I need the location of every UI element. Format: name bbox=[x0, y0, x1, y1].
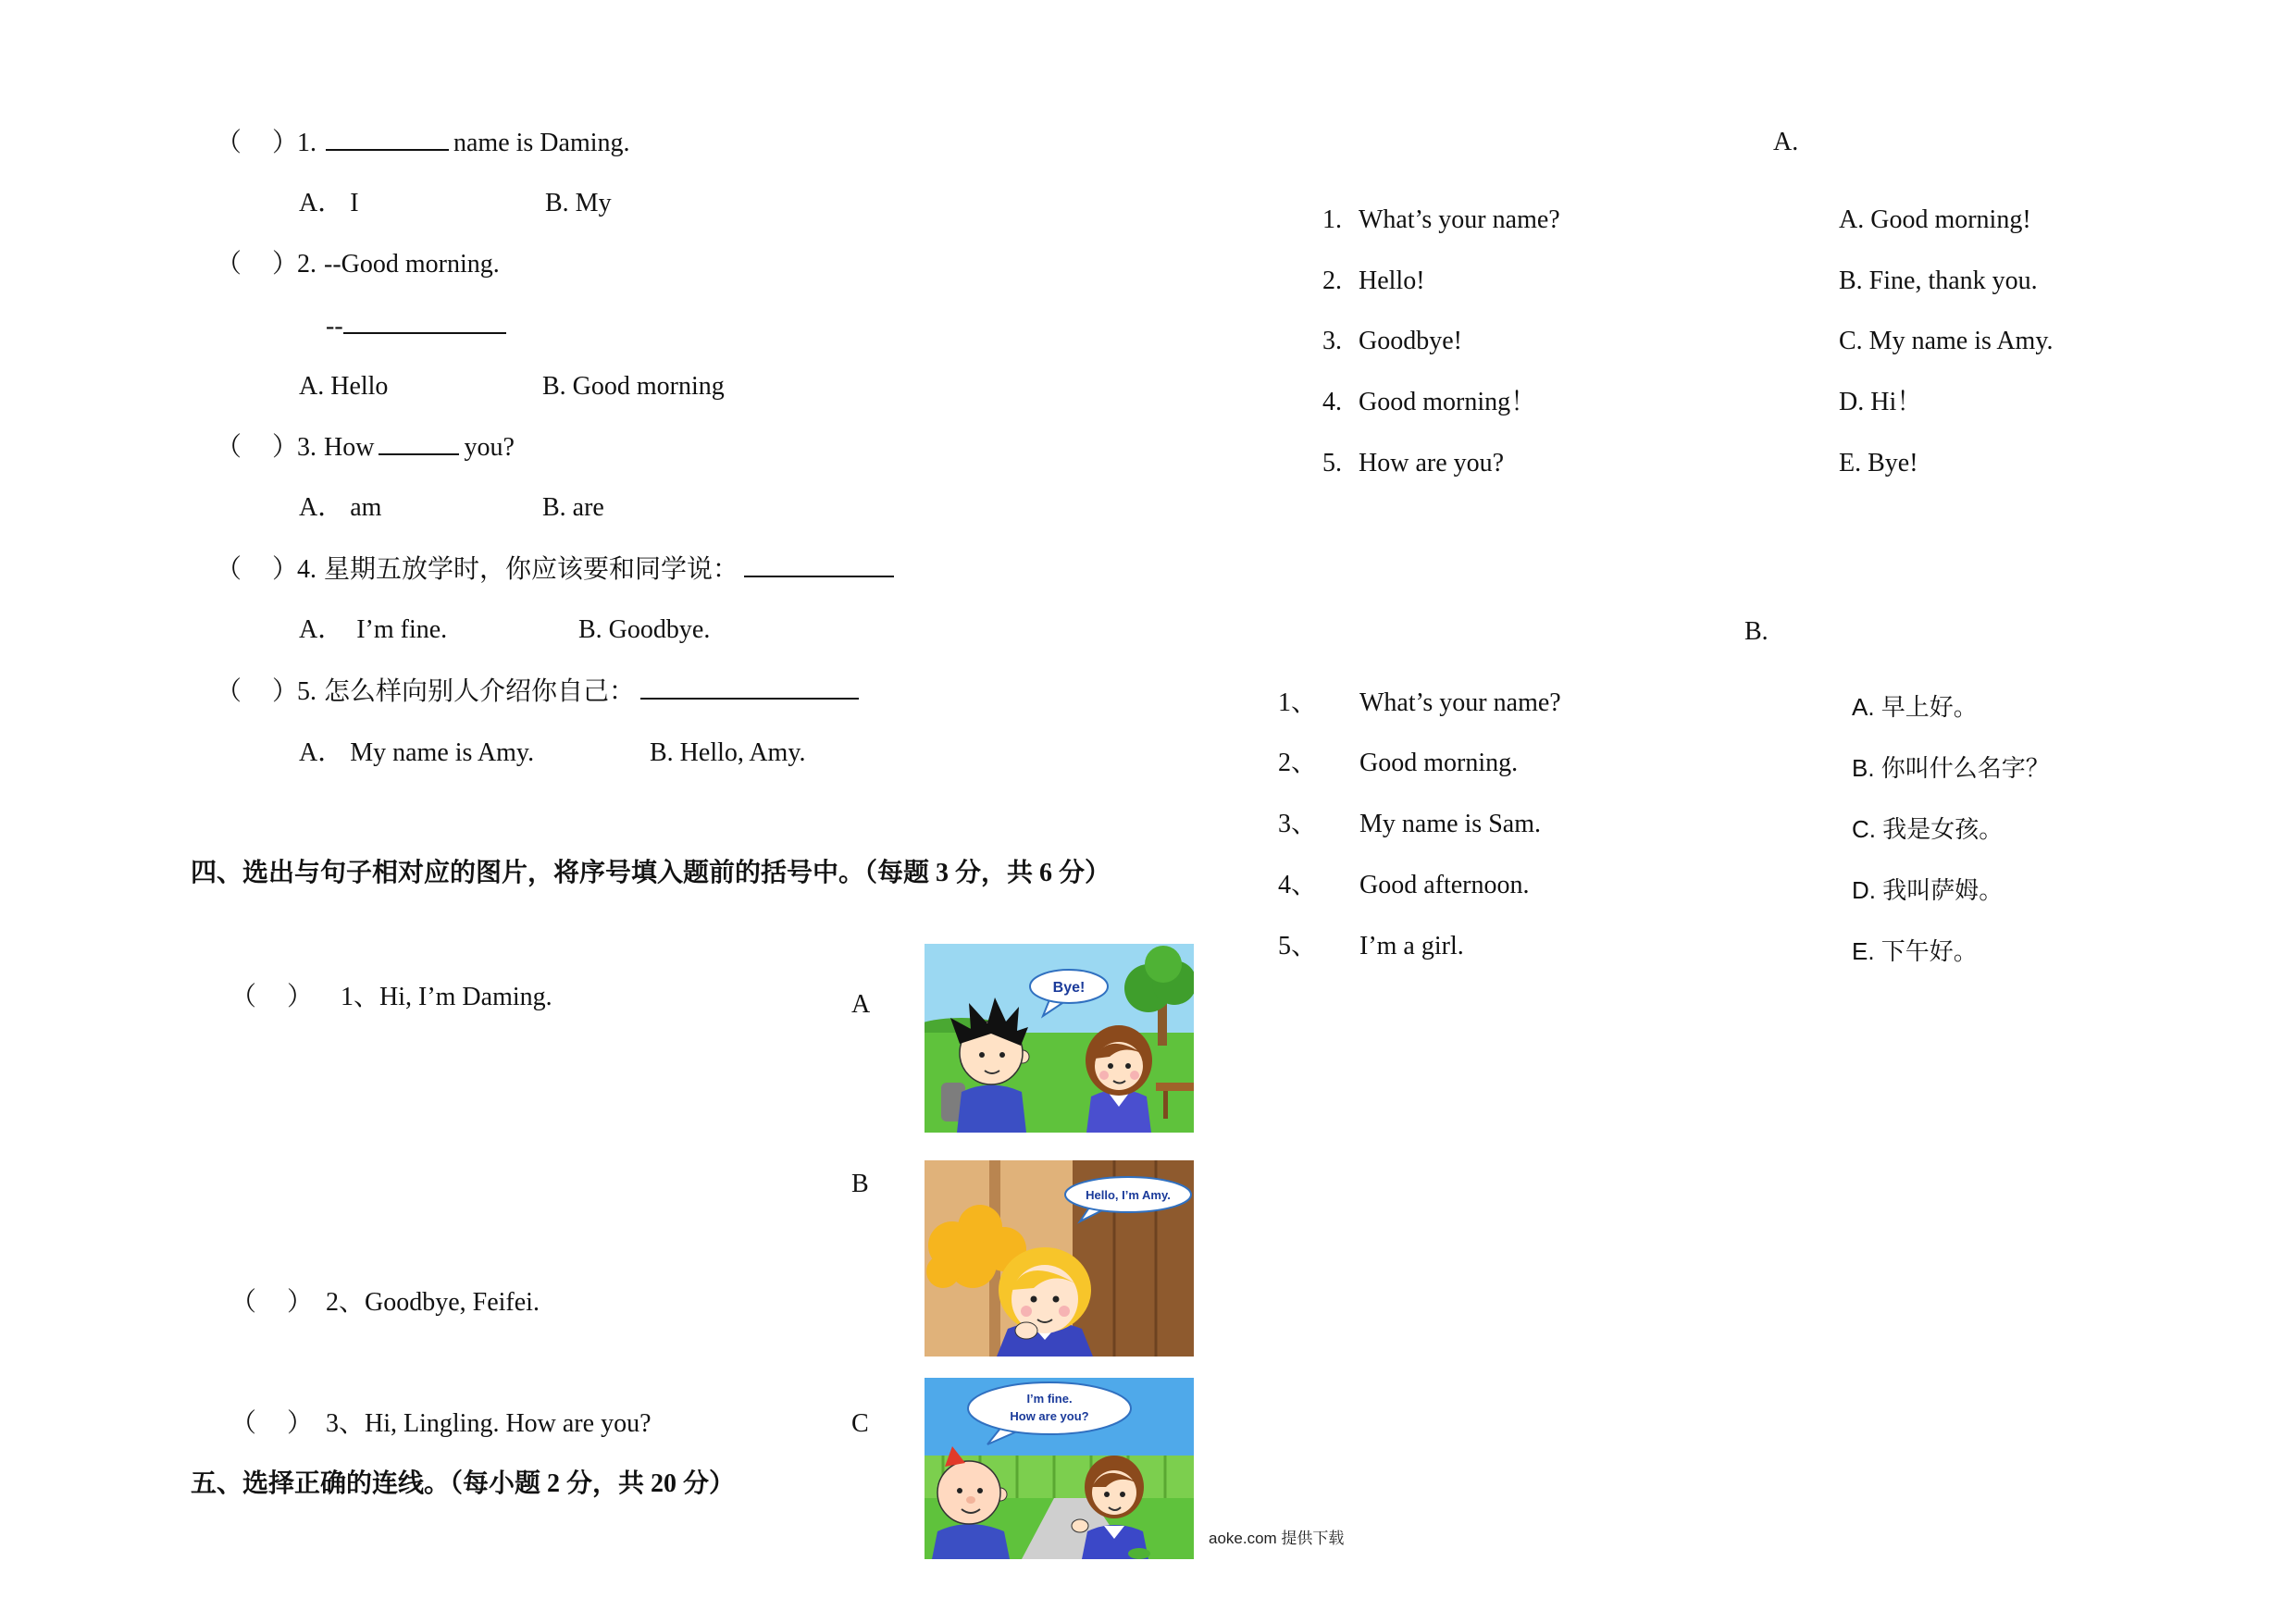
bubble-text-line-1: I’m fine. bbox=[1026, 1392, 1073, 1406]
question-number: 5. bbox=[297, 677, 316, 706]
option-text: B. Goodbye. bbox=[578, 615, 711, 644]
option-text: A. Good morning! bbox=[1839, 205, 2031, 234]
answer-blank bbox=[744, 553, 894, 577]
item-text: 1、Hi, I’m Daming. bbox=[341, 983, 552, 1011]
matching-b-left-3 bbox=[1278, 809, 1541, 840]
item-text: Hello! bbox=[1359, 266, 1425, 295]
option-text: A． am bbox=[299, 493, 382, 522]
option-text: A. Hello bbox=[299, 372, 389, 401]
answer-blank bbox=[379, 431, 459, 455]
answer-bracket-open: （ bbox=[230, 1288, 257, 1317]
question-2-option-b bbox=[542, 371, 725, 403]
question-4 bbox=[216, 553, 894, 586]
item-number: 5、 bbox=[1278, 932, 1318, 960]
answer-bracket-open: （ bbox=[230, 983, 257, 1011]
question-2-option-a bbox=[299, 371, 388, 403]
option-text: A． I bbox=[299, 189, 359, 217]
watermark: aoke.com 提供下载 bbox=[1209, 1530, 1345, 1547]
question-2 bbox=[216, 249, 500, 280]
question-5-option-a bbox=[299, 737, 534, 769]
item-text: What’s your name? bbox=[1359, 688, 1561, 717]
question-number: 3. bbox=[297, 433, 316, 462]
girl bbox=[1086, 1025, 1152, 1133]
item-number: 5. bbox=[1322, 449, 1342, 477]
answer-bracket-close: ） bbox=[287, 1409, 314, 1438]
option-text: B. Hello, Amy. bbox=[650, 738, 806, 767]
item-number: 1、 bbox=[1278, 688, 1318, 717]
item-number: 1. bbox=[1322, 205, 1342, 234]
matching-b-right-b bbox=[1852, 752, 2050, 784]
item-number: 4. bbox=[1322, 388, 1342, 416]
option-text: B. Fine, thank you. bbox=[1839, 266, 2038, 295]
girl-amy bbox=[997, 1247, 1093, 1357]
matching-b-left-2 bbox=[1278, 748, 1518, 779]
answer-bracket-close: ） bbox=[287, 983, 314, 1011]
item-text: I’m a girl. bbox=[1359, 932, 1464, 960]
matching-a-left-4 bbox=[1322, 387, 1536, 418]
question-text: name is Daming. bbox=[453, 129, 630, 157]
question-5-option-b bbox=[650, 737, 806, 769]
question-3-option-b bbox=[542, 492, 604, 524]
answer-blank bbox=[343, 310, 506, 334]
matching-b-left-1 bbox=[1278, 688, 1561, 719]
item-number: 3. bbox=[1322, 327, 1342, 355]
picture-label-b: B bbox=[851, 1170, 869, 1198]
option-text: B. My bbox=[545, 189, 612, 217]
option-text: E. 下午好。 bbox=[1852, 937, 1978, 965]
question-text: 星期五放学时，你应该要和同学说： bbox=[324, 555, 739, 584]
matching-a-left-5 bbox=[1322, 448, 1504, 479]
answer-bracket-close: ） bbox=[272, 433, 299, 462]
question-4-option-a bbox=[299, 614, 447, 646]
question-text: 怎么样向别人介绍你自己： bbox=[324, 677, 636, 706]
item-number: 2. bbox=[1322, 266, 1342, 295]
bubble-text: Hello, I’m Amy. bbox=[1086, 1188, 1171, 1202]
answer-bracket-close: ） bbox=[272, 129, 299, 157]
matching-b-title bbox=[1744, 616, 1769, 648]
picture-b-amy-introduction bbox=[925, 1160, 1194, 1357]
question-5 bbox=[216, 675, 859, 708]
option-text: B. are bbox=[542, 493, 604, 522]
option-text: D. 我叫萨姆。 bbox=[1852, 876, 2004, 904]
answer-bracket-open: （ bbox=[216, 129, 242, 157]
group-title: A. bbox=[1773, 128, 1799, 156]
picture-item-3 bbox=[230, 1408, 652, 1440]
picture-item-2 bbox=[230, 1287, 540, 1319]
option-text: B. Good morning bbox=[542, 372, 725, 401]
item-number: 2、 bbox=[1278, 749, 1318, 777]
matching-a-right-e bbox=[1839, 448, 1918, 479]
question-text: you? bbox=[464, 433, 515, 462]
picture-c-how-are-you bbox=[925, 1378, 1194, 1559]
question-3-option-a bbox=[299, 492, 381, 524]
matching-a-right-d bbox=[1839, 387, 1922, 418]
matching-a-left-2 bbox=[1322, 266, 1425, 297]
item-text: How are you? bbox=[1359, 449, 1505, 477]
question-number: 4. bbox=[297, 555, 316, 584]
item-text: 3、Hi, Lingling. How are you? bbox=[326, 1409, 652, 1438]
picture-a-park-goodbye bbox=[925, 944, 1194, 1133]
matching-b-left-4 bbox=[1278, 870, 1530, 901]
matching-a-right-a bbox=[1839, 204, 2031, 236]
option-text: B. 你叫什么名字？ bbox=[1852, 754, 2050, 782]
question-1-option-a bbox=[299, 188, 359, 219]
question-number: 2. bbox=[297, 250, 316, 279]
question-3 bbox=[216, 431, 515, 464]
answer-bracket-close: ） bbox=[287, 1288, 314, 1317]
item-text: Good afternoon. bbox=[1359, 871, 1530, 899]
matching-a-title bbox=[1773, 127, 1798, 158]
section-4-heading: 四、选出与句子相对应的图片，将序号填入题前的括号中。（每题 3 分，共 6 分） bbox=[191, 859, 1111, 887]
matching-a-left-3 bbox=[1322, 326, 1462, 357]
bubble-text-line-2: How are you? bbox=[1010, 1409, 1089, 1423]
matching-a-left-1 bbox=[1322, 204, 1560, 236]
question-1 bbox=[216, 127, 630, 159]
answer-bracket-close: ） bbox=[272, 677, 299, 706]
option-text: C. My name is Amy. bbox=[1839, 327, 2054, 355]
item-number: 3、 bbox=[1278, 810, 1318, 838]
question-4-option-b bbox=[578, 614, 710, 646]
option-text: E. Bye! bbox=[1839, 449, 1918, 477]
item-text: My name is Sam. bbox=[1359, 810, 1541, 838]
option-text: D. Hi！ bbox=[1839, 388, 1923, 416]
item-number: 4、 bbox=[1278, 871, 1318, 899]
question-text: How bbox=[324, 433, 375, 462]
answer-blank bbox=[640, 675, 859, 700]
item-text: Good morning. bbox=[1359, 749, 1519, 777]
question-2-answer-line bbox=[326, 310, 506, 342]
bubble-text: Bye! bbox=[1052, 980, 1086, 996]
dialogue-dash: -- bbox=[326, 312, 343, 341]
answer-bracket-open: （ bbox=[216, 677, 242, 706]
matching-b-right-e bbox=[1852, 935, 1978, 967]
matching-a-right-c bbox=[1839, 326, 2054, 357]
option-text: C. 我是女孩。 bbox=[1852, 815, 2004, 843]
matching-b-left-5 bbox=[1278, 931, 1464, 962]
answer-bracket-open: （ bbox=[230, 1409, 257, 1438]
answer-bracket-open: （ bbox=[216, 555, 242, 584]
matching-b-right-a bbox=[1852, 691, 1978, 723]
item-text: Good morning！ bbox=[1359, 388, 1537, 416]
item-text: 2、Goodbye, Feifei. bbox=[326, 1288, 540, 1317]
section-5-heading: 五、选择正确的连线。（每小题 2 分，共 20 分） bbox=[191, 1469, 736, 1498]
matching-b-right-c bbox=[1852, 813, 2003, 845]
answer-bracket-open: （ bbox=[216, 433, 242, 462]
question-text: --Good morning. bbox=[324, 250, 500, 279]
matching-b-right-d bbox=[1852, 874, 2003, 906]
answer-bracket-close: ） bbox=[272, 250, 299, 279]
question-1-option-b bbox=[545, 188, 612, 219]
matching-a-right-b bbox=[1839, 266, 2038, 297]
picture-label-a: A bbox=[851, 990, 871, 1019]
option-text: A. 早上好。 bbox=[1852, 693, 1978, 721]
answer-bracket-open: （ bbox=[216, 250, 242, 279]
item-text: What’s your name? bbox=[1359, 205, 1560, 234]
question-number: 1. bbox=[297, 129, 316, 157]
option-text: A． I’m fine. bbox=[299, 615, 448, 644]
option-text: A． My name is Amy. bbox=[299, 738, 535, 767]
picture-item-1 bbox=[230, 982, 552, 1013]
item-text: Goodbye! bbox=[1359, 327, 1462, 355]
group-title: B. bbox=[1744, 617, 1769, 646]
answer-bracket-close: ） bbox=[272, 555, 299, 584]
picture-label-c: C bbox=[851, 1409, 869, 1438]
answer-blank bbox=[326, 127, 449, 151]
